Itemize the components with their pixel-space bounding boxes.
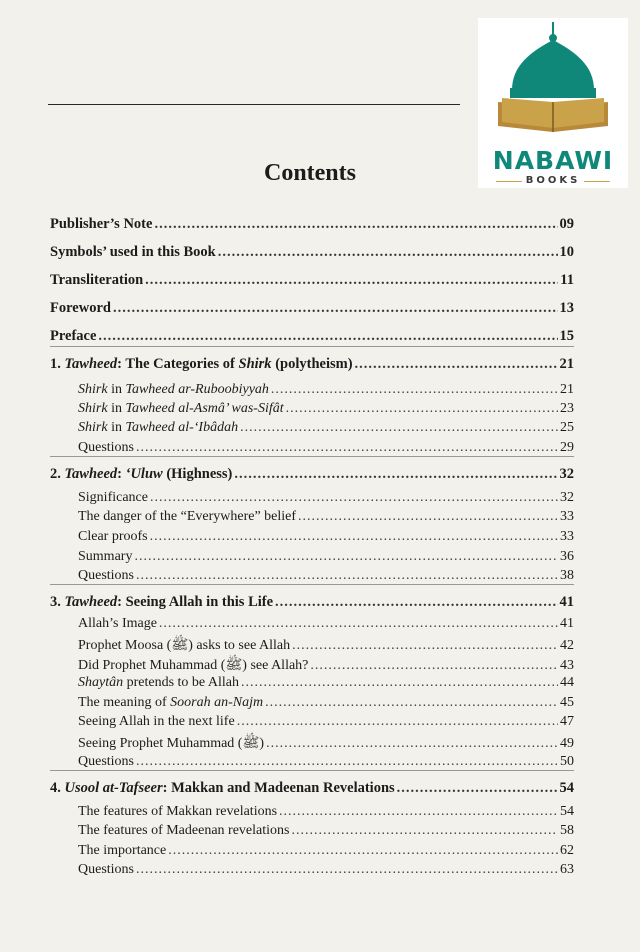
toc-entry bbox=[78, 401, 574, 417]
toc-entry bbox=[78, 568, 574, 584]
dot-leader bbox=[168, 843, 558, 859]
toc-entry-title: Shirk in Tawheed al-‘Ibâdah bbox=[78, 420, 239, 435]
toc-entry bbox=[78, 862, 574, 878]
toc-entry-title: Questions bbox=[78, 440, 134, 455]
toc-entry-page: 10 bbox=[559, 244, 574, 260]
toc-entry-title: Seeing Allah in the next life bbox=[78, 714, 235, 729]
dot-leader bbox=[298, 509, 558, 525]
toc-entry-page: 54 bbox=[560, 804, 574, 819]
toc-entry-page: 44 bbox=[560, 675, 574, 690]
dot-leader bbox=[310, 658, 558, 674]
dot-leader bbox=[113, 300, 558, 317]
toc-entry-title: The features of Madeenan revelations bbox=[78, 823, 290, 838]
toc-entry bbox=[78, 420, 574, 436]
toc-entry-title: Questions bbox=[78, 568, 134, 583]
toc-entry bbox=[78, 714, 574, 730]
toc-entry-page: 54 bbox=[559, 780, 574, 796]
toc-entry-page: 11 bbox=[560, 272, 574, 288]
dot-leader bbox=[136, 568, 558, 584]
dot-leader bbox=[136, 754, 558, 770]
dot-leader bbox=[145, 272, 558, 289]
toc-entry bbox=[78, 509, 574, 525]
dot-leader bbox=[136, 440, 558, 456]
toc-entry-title: The meaning of Soorah an-Najm bbox=[78, 695, 264, 710]
toc-entry-title: Foreword bbox=[50, 300, 111, 316]
toc-entry-page: 21 bbox=[559, 356, 574, 372]
dot-leader bbox=[237, 714, 558, 730]
toc-entry bbox=[50, 594, 574, 611]
dot-leader bbox=[136, 862, 558, 878]
dot-leader bbox=[218, 244, 558, 261]
dot-leader bbox=[355, 356, 558, 373]
toc-entry-title: Clear proofs bbox=[78, 529, 148, 544]
dot-leader bbox=[292, 638, 558, 654]
toc-entry-page: 29 bbox=[560, 440, 574, 455]
dot-leader bbox=[291, 823, 558, 839]
toc-entry bbox=[78, 804, 574, 820]
toc-entry bbox=[50, 216, 574, 233]
dot-leader bbox=[240, 420, 558, 436]
toc-entry bbox=[50, 300, 574, 317]
toc-entry-title: 4. Usool at-Tafseer: Makkan and Madeenan Revelations bbox=[50, 780, 395, 796]
toc-entry-page: 23 bbox=[560, 401, 574, 416]
toc-entry-title: Significance bbox=[78, 490, 148, 505]
toc-entry bbox=[50, 328, 574, 345]
dome-book-icon bbox=[478, 18, 628, 148]
toc-entry-title: 3. Tawheed: Seeing Allah in this Life bbox=[50, 594, 274, 610]
toc-entry bbox=[78, 616, 574, 632]
toc-entry-page: 32 bbox=[560, 490, 574, 505]
toc-entry-title: Seeing Prophet Muhammad (ﷺ) bbox=[78, 736, 265, 751]
toc-entry-title: Publisher’s Note bbox=[50, 216, 153, 232]
dot-leader bbox=[271, 382, 558, 398]
toc-entry-title: Shirk in Tawheed al-Asmâ’ was-Sifât bbox=[78, 401, 284, 416]
toc-entry-title: Allah’s Image bbox=[78, 616, 157, 631]
toc-entry bbox=[78, 823, 574, 839]
page-title: Contents bbox=[263, 160, 356, 186]
toc-entry-page: 49 bbox=[560, 736, 574, 751]
toc-entry-page: 63 bbox=[560, 862, 574, 877]
toc-entry bbox=[78, 636, 574, 656]
toc-entry-page: 41 bbox=[559, 594, 574, 610]
toc-entry-title: Symbols’ used in this Book bbox=[50, 244, 216, 260]
toc-entry bbox=[50, 780, 574, 797]
toc-entry-page: 62 bbox=[560, 843, 574, 858]
toc-entry bbox=[78, 843, 574, 859]
toc-entry-title: Shirk in Tawheed ar-Ruboobiyyah bbox=[78, 382, 269, 397]
toc-entry-page: 43 bbox=[560, 658, 574, 673]
toc-entry-title: The importance bbox=[78, 843, 167, 858]
dot-leader bbox=[279, 804, 558, 820]
toc-entry bbox=[78, 490, 574, 506]
toc-entry-page: 25 bbox=[560, 420, 574, 435]
dot-leader bbox=[241, 675, 558, 691]
toc-entry bbox=[78, 382, 574, 398]
toc-entry-page: 32 bbox=[559, 466, 574, 482]
section-separator bbox=[50, 346, 574, 347]
dot-leader bbox=[266, 736, 558, 752]
toc-entry-page: 47 bbox=[560, 714, 574, 729]
toc-entry-title: 2. Tawheed: ‘Uluw (Highness) bbox=[50, 466, 233, 482]
toc-entry-page: 41 bbox=[560, 616, 574, 631]
dot-leader bbox=[150, 490, 558, 506]
toc-entry-title: 1. Tawheed: The Categories of Shirk (polytheism) bbox=[50, 356, 353, 372]
toc-entry-title: Questions bbox=[78, 754, 134, 769]
toc-entry-title: The features of Makkan revelations bbox=[78, 804, 278, 819]
toc-entry-title: Preface bbox=[50, 328, 97, 344]
dot-leader bbox=[98, 328, 557, 345]
toc-entry-title: Summary bbox=[78, 549, 133, 564]
toc-entry bbox=[78, 529, 574, 545]
dot-leader bbox=[150, 529, 558, 545]
toc-entry bbox=[50, 466, 574, 483]
toc-entry-page: 33 bbox=[560, 529, 574, 544]
toc-entry bbox=[78, 440, 574, 456]
toc-entry-page: 50 bbox=[560, 754, 574, 769]
toc-entry bbox=[78, 656, 574, 676]
toc-entry-page: 15 bbox=[559, 328, 574, 344]
toc-entry bbox=[50, 244, 574, 261]
toc-entry bbox=[78, 734, 574, 754]
section-separator bbox=[50, 770, 574, 771]
toc-entry-title: Did Prophet Muhammad (ﷺ) see Allah? bbox=[78, 658, 309, 673]
toc-entry-page: 13 bbox=[559, 300, 574, 316]
toc-entry-title: Transliteration bbox=[50, 272, 144, 288]
dot-leader bbox=[154, 216, 557, 233]
section-separator bbox=[50, 584, 574, 585]
toc-entry bbox=[78, 695, 574, 711]
toc-entry bbox=[78, 675, 574, 691]
section-separator bbox=[50, 456, 574, 457]
toc-entry-page: 33 bbox=[560, 509, 574, 524]
dot-leader bbox=[286, 401, 558, 417]
toc-entry bbox=[78, 549, 574, 565]
toc-entry-page: 36 bbox=[560, 549, 574, 564]
toc-entry-page: 38 bbox=[560, 568, 574, 583]
header-rule bbox=[48, 104, 460, 105]
toc-entry-title: The danger of the “Everywhere” belief bbox=[78, 509, 297, 524]
toc-entry-page: 42 bbox=[560, 638, 574, 653]
toc-entry bbox=[78, 754, 574, 770]
dot-leader bbox=[265, 695, 558, 711]
toc-entry-title: Questions bbox=[78, 862, 134, 877]
toc-entry bbox=[50, 356, 574, 373]
toc-entry-page: 21 bbox=[560, 382, 574, 397]
logo-wordmark: NABAWI bbox=[492, 146, 614, 175]
logo-subtitle: BOOKS bbox=[525, 175, 581, 186]
toc-entry bbox=[50, 272, 574, 289]
dot-leader bbox=[275, 594, 557, 611]
toc-entry-title: Prophet Moosa (ﷺ) asks to see Allah bbox=[78, 638, 291, 653]
dot-leader bbox=[397, 780, 558, 797]
toc-entry-page: 45 bbox=[560, 695, 574, 710]
dot-leader bbox=[159, 616, 558, 632]
toc-entry-title: Shaytân pretends to be Allah bbox=[78, 675, 239, 690]
dot-leader bbox=[234, 466, 557, 483]
dot-leader bbox=[134, 549, 558, 565]
toc-entry-page: 09 bbox=[559, 216, 574, 232]
toc-entry-page: 58 bbox=[560, 823, 574, 838]
